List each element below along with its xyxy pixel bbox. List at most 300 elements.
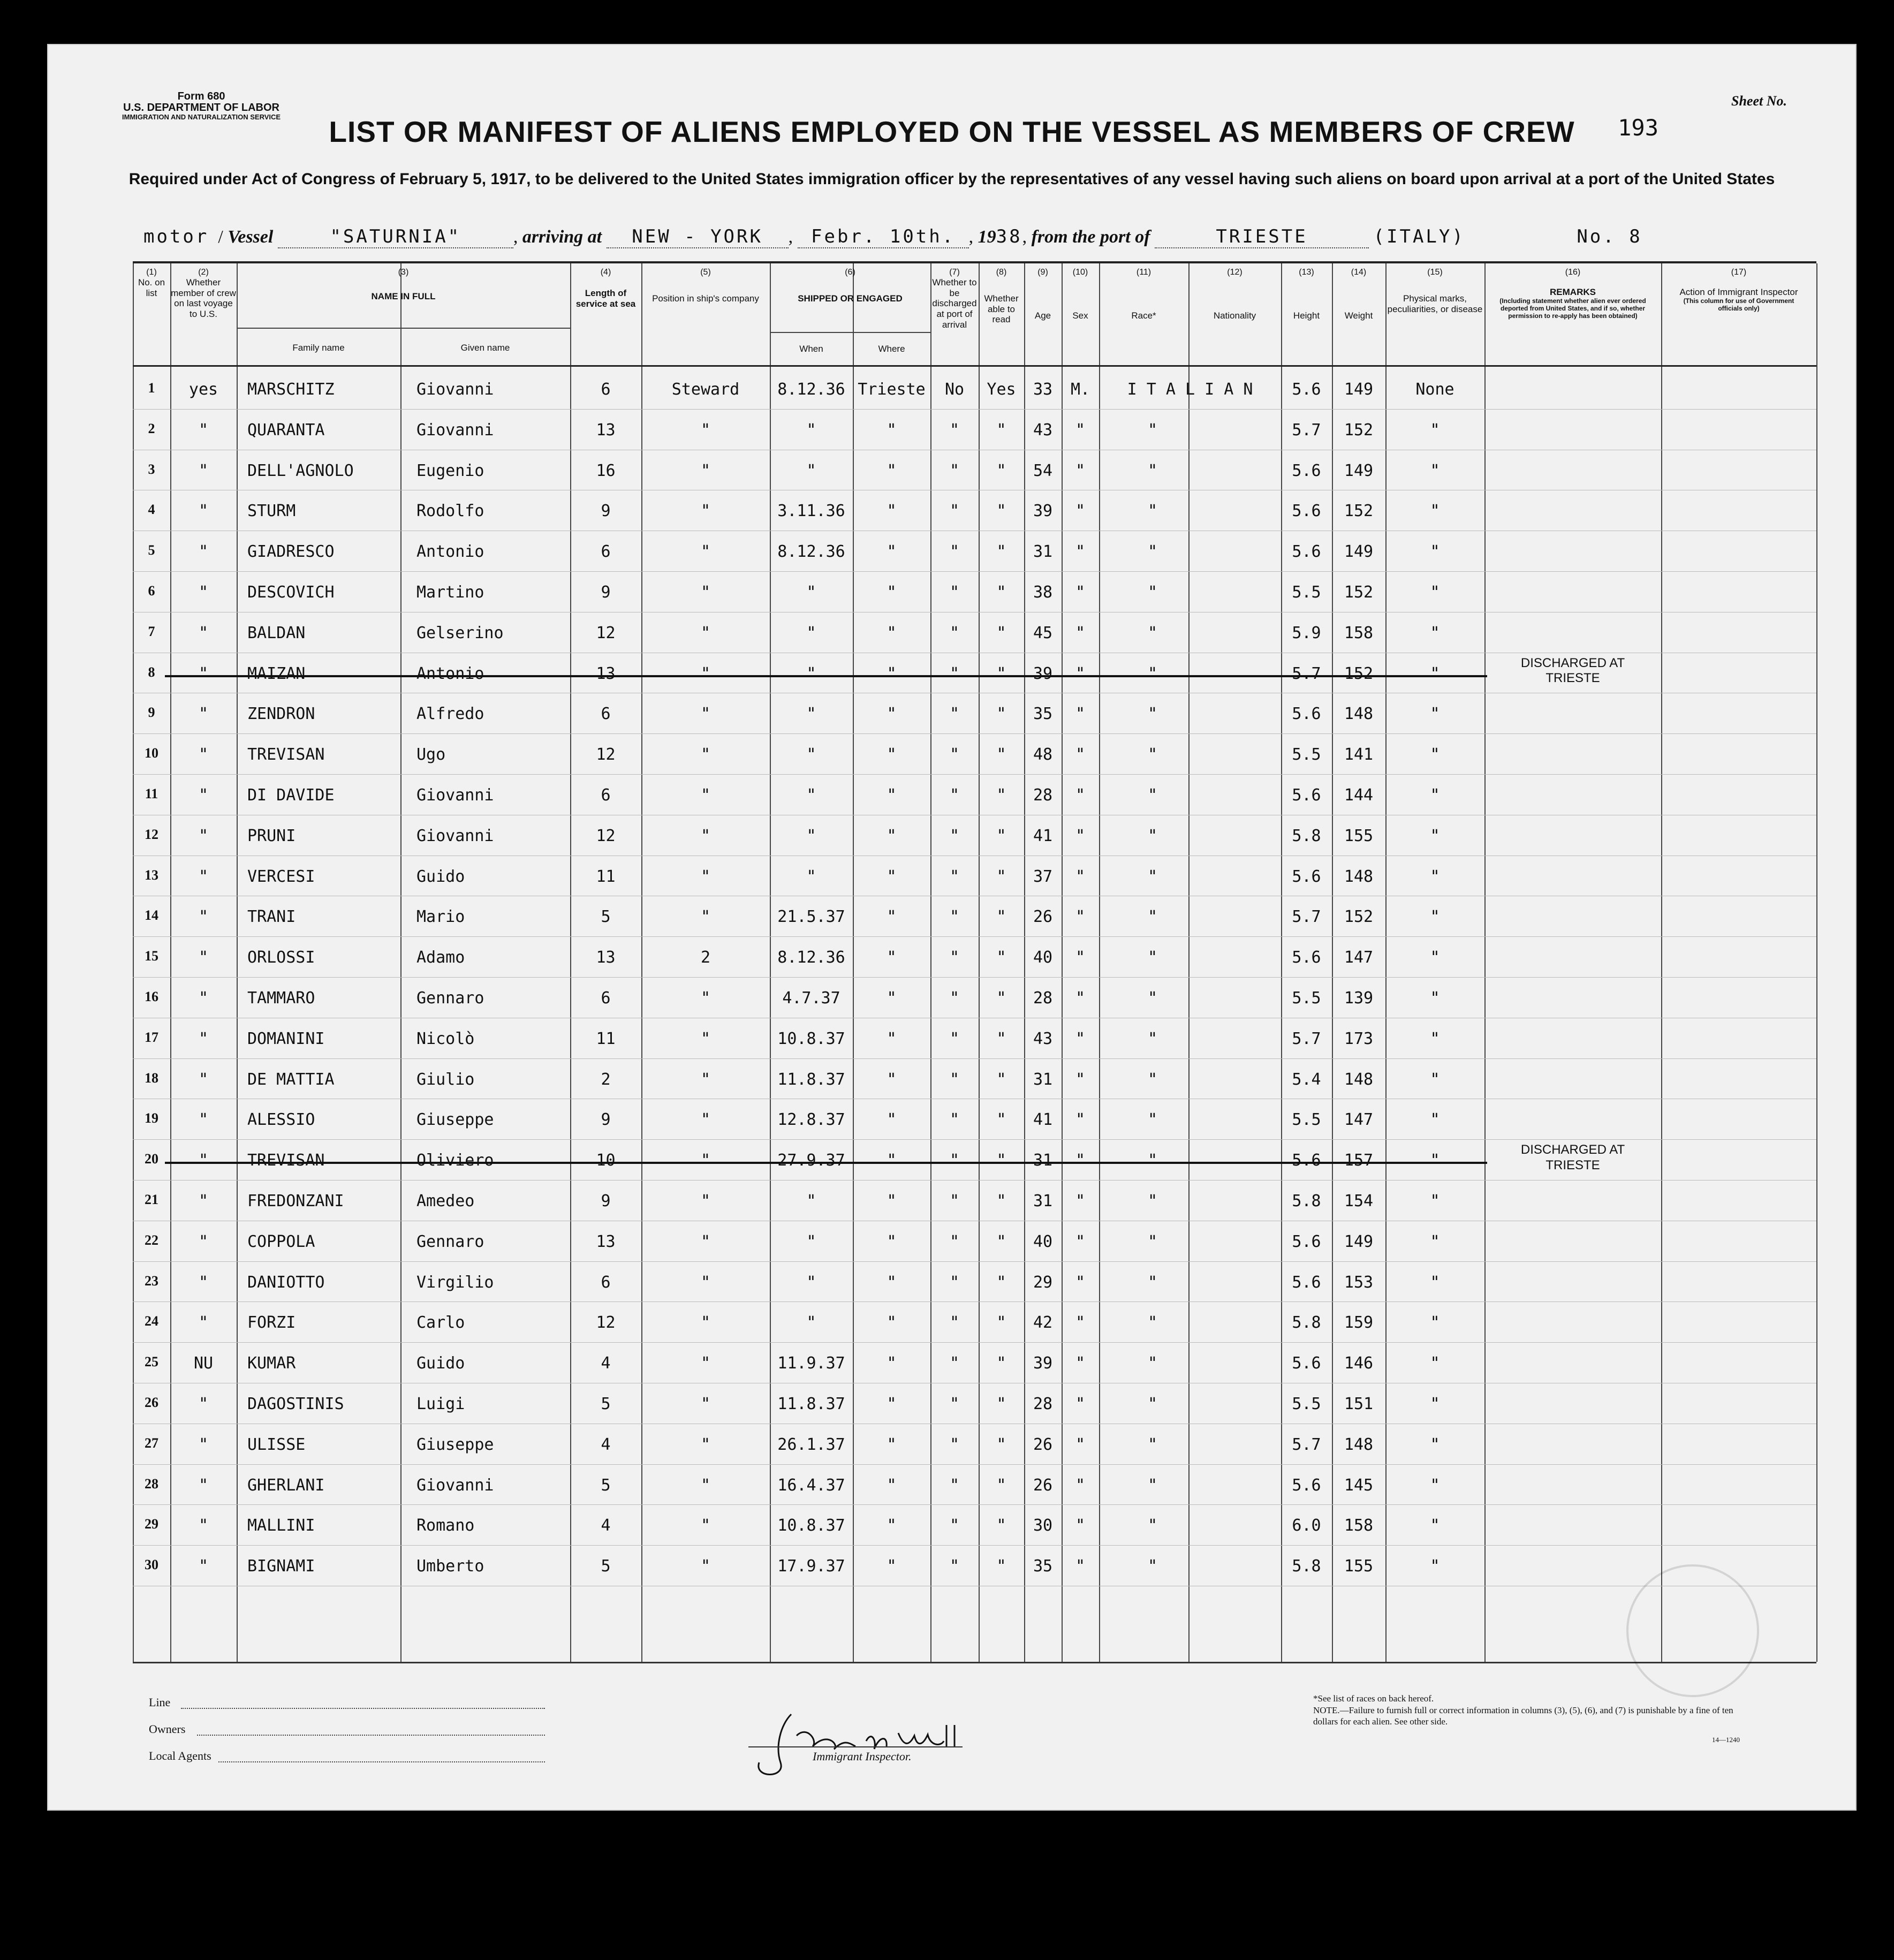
cell-age: 54 [1033, 461, 1053, 480]
cell-no: 26 [145, 1395, 158, 1410]
cell-marks: " [1430, 461, 1440, 480]
cell-position: " [700, 1029, 711, 1048]
cell-family: QUARANTA [247, 420, 325, 440]
cell-where: " [887, 623, 897, 642]
vessel-info-line: motor / Vessel "SATURNIA" , arriving at NEW - YORK , Febr. 10th. , 1938, from the port of TRIESTE (ITALY) No. 8 [143, 226, 1642, 247]
col-16-header: REMARKS [1550, 287, 1596, 298]
cell-disch: " [949, 542, 960, 562]
cell-position: " [700, 583, 711, 602]
cell-marks: " [1430, 542, 1440, 562]
cell-sex: " [1075, 1435, 1086, 1454]
cell-weight: 152 [1344, 420, 1374, 440]
cell-given: Guido [416, 867, 465, 886]
cell-no: 16 [145, 989, 158, 1004]
cell-marks: " [1430, 1557, 1440, 1576]
race-note: *See list of races on back hereof. [1313, 1693, 1434, 1704]
cell-family: MARSCHITZ [247, 380, 335, 399]
cell-given: Giovanni [416, 826, 494, 845]
cell-member: " [198, 1232, 209, 1251]
page-subtitle: Required under Act of Congress of February 5, 1917, to be delivered to the United States immigration officer by the representatives of any vessel having such aliens on board upon arrival at a port of the United States [128, 170, 1775, 188]
cell-member: " [198, 948, 209, 967]
cell-when: 8.12.36 [777, 380, 845, 399]
vessel-label: Vessel [228, 227, 274, 247]
cell-when: " [806, 1273, 816, 1292]
cell-position: " [700, 461, 711, 480]
cell-family: PRUNI [247, 826, 296, 845]
cell-family: TAMMARO [247, 989, 315, 1008]
cell-service: 2 [601, 1070, 611, 1089]
cell-no: 24 [145, 1313, 158, 1329]
cell-height: 5.5 [1292, 583, 1321, 602]
cell-member: " [198, 1192, 209, 1210]
cell-weight: 149 [1344, 461, 1374, 480]
cell-where: " [887, 826, 897, 845]
department-name: U.S. DEPARTMENT OF LABOR [123, 102, 279, 113]
cell-position: " [700, 1557, 711, 1576]
cell-race: " [1147, 705, 1158, 724]
cell-marks: " [1430, 583, 1440, 602]
cell-race: " [1147, 420, 1158, 440]
cell-where: " [887, 867, 897, 886]
cell-no: 17 [145, 1029, 158, 1045]
cell-sex: " [1075, 1395, 1086, 1413]
cell-read: " [996, 705, 1006, 724]
inspector-signature [743, 1693, 968, 1784]
cell-given: Eugenio [416, 461, 484, 480]
cell-where: " [887, 664, 897, 683]
cell-when: 11.9.37 [777, 1354, 845, 1373]
cell-age: 30 [1033, 1516, 1053, 1535]
cell-family: GIADRESCO [247, 542, 335, 562]
cell-given: Mario [416, 907, 465, 927]
cell-member: " [198, 705, 209, 724]
cell-race: " [1147, 745, 1158, 765]
col-4-header: Length of service at sea [575, 288, 636, 309]
cell-position: " [700, 1354, 711, 1373]
cell-age: 31 [1033, 1192, 1053, 1210]
cell-marks: " [1430, 1354, 1440, 1373]
cell-age: 48 [1033, 745, 1053, 765]
cell-age: 29 [1033, 1273, 1053, 1292]
col-2-number: (2) [198, 268, 209, 277]
cell-height: 5.9 [1292, 623, 1321, 642]
sheet-number-label: Sheet No. [1731, 93, 1787, 109]
cell-no: 10 [145, 745, 158, 761]
cell-when: 21.5.37 [777, 907, 845, 927]
cell-age: 26 [1033, 907, 1053, 927]
cell-service: 9 [601, 583, 611, 602]
cell-height: 5.6 [1292, 705, 1321, 724]
col-11-header: Race* [1131, 311, 1156, 321]
form-number: Form 680 [177, 90, 225, 102]
cell-where: " [887, 542, 897, 562]
cell-read: " [996, 1395, 1006, 1413]
cell-disch: " [949, 1354, 960, 1373]
cell-height: 5.5 [1292, 745, 1321, 765]
cell-member: " [198, 826, 209, 845]
cell-service: 13 [596, 948, 616, 967]
cell-no: 15 [145, 948, 158, 964]
cell-race: " [1147, 1273, 1158, 1292]
cell-service: 12 [596, 623, 616, 642]
col-10-number: (10) [1072, 268, 1088, 277]
manifest-sheet [47, 44, 1857, 1811]
cell-where: " [887, 989, 897, 1008]
cell-member: " [198, 1395, 209, 1413]
cell-family: FORZI [247, 1313, 296, 1333]
cell-where: " [887, 1516, 897, 1535]
cell-member: " [198, 502, 209, 521]
cell-no: 7 [148, 623, 155, 639]
cell-read: " [996, 1313, 1006, 1333]
cell-disch: " [949, 1070, 960, 1089]
cell-marks: " [1430, 745, 1440, 765]
cell-disch: " [949, 1110, 960, 1130]
cell-disch: " [949, 420, 960, 440]
cell-race: " [1147, 583, 1158, 602]
cell-age: 35 [1033, 1557, 1053, 1576]
cell-no: 22 [145, 1232, 158, 1248]
cell-when: 8.12.36 [777, 542, 845, 562]
cell-where: " [887, 1192, 897, 1210]
cell-position: " [700, 1192, 711, 1210]
cell-where: " [887, 1110, 897, 1130]
cell-marks: " [1430, 1395, 1440, 1413]
cell-family: FREDONZANI [247, 1192, 344, 1210]
official-stamp [1626, 1564, 1759, 1697]
cell-disch: " [949, 1435, 960, 1454]
cell-family: DESCOVICH [247, 583, 335, 602]
cell-weight: 158 [1344, 623, 1374, 642]
cell-weight: 148 [1344, 867, 1374, 886]
col-7-header: Whether to be discharged at port of arrival [932, 277, 977, 330]
col-7-number: (7) [949, 268, 960, 277]
cell-when: 12.8.37 [777, 1110, 845, 1130]
cell-disch: " [949, 1395, 960, 1413]
cell-height: 6.0 [1292, 1516, 1321, 1535]
col-8-header: Whether able to read [984, 293, 1019, 325]
cell-read: " [996, 867, 1006, 886]
cell-given: Gennaro [416, 989, 484, 1008]
cell-when: " [806, 867, 816, 886]
cell-member: " [198, 623, 209, 642]
cell-marks: " [1430, 1475, 1440, 1495]
cell-weight: 159 [1344, 1313, 1374, 1333]
cell-marks: " [1430, 1151, 1440, 1170]
cell-service: 4 [601, 1354, 611, 1373]
cell-given: Giulio [416, 1070, 475, 1089]
col-2-header: Whether member of crew on last voyage to U.S. [171, 277, 236, 320]
col-1-number: (1) [146, 268, 157, 277]
cell-read: " [996, 1070, 1006, 1089]
cell-given: Giovanni [416, 1475, 494, 1495]
cell-weight: 155 [1344, 1557, 1374, 1576]
cell-service: 13 [596, 1232, 616, 1251]
col-16-subheader: (Including statement whether alien ever ordered deported from United States, and if so, whether permission to re-apply has been obtained) [1499, 297, 1646, 320]
col-11-number: (11) [1136, 268, 1151, 277]
cell-disch: " [949, 745, 960, 765]
cell-member: " [198, 420, 209, 440]
cell-member: " [198, 867, 209, 886]
cell-given: Amedeo [416, 1192, 475, 1210]
cell-race: " [1147, 907, 1158, 927]
cell-height: 5.8 [1292, 1557, 1321, 1576]
cell-race: " [1147, 1354, 1158, 1373]
cell-age: 28 [1033, 786, 1053, 805]
year-prefix: 19 [978, 227, 996, 247]
cell-read: " [996, 583, 1006, 602]
cell-service: 6 [601, 542, 611, 562]
cell-disch: " [949, 502, 960, 521]
cell-member: " [198, 1557, 209, 1576]
cell-given: Virgilio [416, 1273, 494, 1292]
col-10-header: Sex [1072, 311, 1088, 321]
cell-disch: " [949, 1029, 960, 1048]
inspector-label: Immigrant Inspector. [813, 1750, 912, 1763]
cell-where: " [887, 420, 897, 440]
cell-family: DAGOSTINIS [247, 1395, 344, 1413]
cell-age: 39 [1033, 1354, 1053, 1373]
cell-height: 5.8 [1292, 1192, 1321, 1210]
cell-disch: " [949, 1151, 960, 1170]
cell-when: 16.4.37 [777, 1475, 845, 1495]
cell-family: BIGNAMI [247, 1557, 315, 1576]
cell-race: " [1147, 461, 1158, 480]
cell-where: " [887, 948, 897, 967]
cell-position: " [700, 1435, 711, 1454]
cell-service: 9 [601, 1110, 611, 1130]
cell-position: " [700, 1313, 711, 1333]
cell-service: 13 [596, 664, 616, 683]
cell-read: " [996, 1273, 1006, 1292]
cell-disch: " [949, 1557, 960, 1576]
vessel-name: "SATURNIA" [278, 226, 513, 248]
vessel-type: motor [143, 226, 209, 247]
cell-family: DANIOTTO [247, 1273, 325, 1292]
cell-where: " [887, 583, 897, 602]
cell-disch: " [949, 1313, 960, 1333]
cell-sex: " [1075, 461, 1086, 480]
cell-service: 4 [601, 1516, 611, 1535]
arriving-label: arriving at [522, 227, 602, 247]
cell-service: 4 [601, 1435, 611, 1454]
col-15-header: Physical marks, peculiarities, or disease [1387, 293, 1483, 314]
cell-weight: 145 [1344, 1475, 1374, 1495]
col-13-number: (13) [1299, 268, 1314, 277]
col-14-number: (14) [1351, 268, 1367, 277]
cell-sex: " [1075, 623, 1086, 642]
col-5-number: (5) [700, 268, 711, 277]
cell-sex: M. [1070, 380, 1090, 399]
cell-no: 29 [145, 1516, 158, 1532]
cell-weight: 153 [1344, 1273, 1374, 1292]
cell-age: 45 [1033, 623, 1053, 642]
cell-when: " [806, 786, 816, 805]
cell-given: Giuseppe [416, 1435, 494, 1454]
cell-when: 26.1.37 [777, 1435, 845, 1454]
cell-given: Carlo [416, 1313, 465, 1333]
cell-height: 5.6 [1292, 786, 1321, 805]
local-agents-label: Local Agents [149, 1749, 211, 1762]
cell-where: " [887, 1354, 897, 1373]
cell-sex: " [1075, 1070, 1086, 1089]
cell-position: 2 [700, 948, 711, 967]
cell-disch: " [949, 705, 960, 724]
cell-weight: 149 [1344, 380, 1374, 399]
cell-family: TREVISAN [247, 745, 325, 765]
col-12-number: (12) [1227, 268, 1243, 277]
cell-marks: " [1430, 907, 1440, 927]
cell-service: 5 [601, 1475, 611, 1495]
cell-no: 20 [145, 1151, 158, 1167]
cell-weight: 155 [1344, 826, 1374, 845]
cell-race: " [1147, 1029, 1158, 1048]
col-6-header: SHIPPED OR ENGAGED [798, 293, 903, 304]
cell-no: 21 [145, 1192, 158, 1207]
cell-disch: " [949, 786, 960, 805]
cell-race: " [1147, 623, 1158, 642]
cell-sex: " [1075, 745, 1086, 765]
cell-marks: " [1430, 1192, 1440, 1210]
cell-where: " [887, 461, 897, 480]
cell-service: 6 [601, 1273, 611, 1292]
cell-member: " [198, 907, 209, 927]
cell-sex: " [1075, 786, 1086, 805]
cell-member: " [198, 989, 209, 1008]
cell-position: " [700, 745, 711, 765]
cell-height: 5.7 [1292, 664, 1321, 683]
cell-where: " [887, 907, 897, 927]
cell-weight: 147 [1344, 1110, 1374, 1130]
col-3-number: (3) [398, 268, 409, 277]
cell-marks: None [1415, 380, 1454, 399]
cell-family: ZENDRON [247, 705, 315, 724]
cell-read: " [996, 1435, 1006, 1454]
cell-height: 5.4 [1292, 1070, 1321, 1089]
departure-country: (ITALY) [1373, 226, 1465, 247]
cell-service: 9 [601, 1192, 611, 1210]
cell-where: " [887, 1395, 897, 1413]
cell-height: 5.6 [1292, 1273, 1321, 1292]
cell-given: Luigi [416, 1395, 465, 1413]
cell-race: " [1147, 1110, 1158, 1130]
cell-sex: " [1075, 705, 1086, 724]
cell-marks: " [1430, 623, 1440, 642]
cell-read: " [996, 1029, 1006, 1048]
col-13-header: Height [1293, 311, 1320, 321]
cell-weight: 149 [1344, 1232, 1374, 1251]
cell-sex: " [1075, 907, 1086, 927]
cell-family: MALLINI [247, 1516, 315, 1535]
cell-where: " [887, 745, 897, 765]
cell-remark: DISCHARGED AT TRIESTE [1520, 1142, 1625, 1172]
cell-when: 8.12.36 [777, 948, 845, 967]
cell-age: 26 [1033, 1435, 1053, 1454]
cell-marks: " [1430, 664, 1440, 683]
cell-service: 10 [596, 1151, 616, 1170]
cell-member: " [198, 664, 209, 683]
line-label: Line [149, 1696, 171, 1709]
cell-weight: 144 [1344, 786, 1374, 805]
cell-family: ULISSE [247, 1435, 306, 1454]
cell-service: 6 [601, 786, 611, 805]
cell-member: " [198, 1029, 209, 1048]
cell-height: 5.7 [1292, 907, 1321, 927]
cell-race: " [1147, 826, 1158, 845]
cell-marks: " [1430, 502, 1440, 521]
strike-through-line [165, 675, 1487, 677]
cell-member: " [198, 542, 209, 562]
cell-race: " [1147, 542, 1158, 562]
cell-where: " [887, 705, 897, 724]
cell-race: " [1147, 989, 1158, 1008]
cell-family: STURM [247, 502, 296, 521]
cell-given: Gennaro [416, 1232, 484, 1251]
col-9-number: (9) [1037, 268, 1048, 277]
cell-read: " [996, 1110, 1006, 1130]
cell-weight: 148 [1344, 705, 1374, 724]
cell-position: " [700, 1110, 711, 1130]
cell-age: 43 [1033, 1029, 1053, 1048]
cell-disch: " [949, 583, 960, 602]
cell-when: 27.9.37 [777, 1151, 845, 1170]
cell-sex: " [1075, 867, 1086, 886]
cell-disch: " [949, 867, 960, 886]
cell-given: Ugo [416, 745, 446, 765]
cell-sex: " [1075, 1557, 1086, 1576]
col-8-number: (8) [996, 268, 1007, 277]
cell-member: " [198, 1313, 209, 1333]
col-6-number: (6) [845, 268, 855, 277]
cell-disch: " [949, 1273, 960, 1292]
cell-marks: " [1430, 420, 1440, 440]
cell-member: NU [193, 1354, 214, 1373]
cell-weight: 151 [1344, 1395, 1374, 1413]
cell-no: 13 [145, 867, 158, 883]
cell-when: " [806, 1192, 816, 1210]
cell-weight: 152 [1344, 907, 1374, 927]
cell-height: 5.6 [1292, 1232, 1321, 1251]
cell-age: 35 [1033, 705, 1053, 724]
cell-read: " [996, 907, 1006, 927]
col-3-given-header: Given name [460, 343, 510, 353]
cell-race: " [1147, 1516, 1158, 1535]
cell-given: Rodolfo [416, 502, 484, 521]
cell-when: 11.8.37 [777, 1395, 845, 1413]
cell-when: 3.11.36 [777, 502, 845, 521]
cell-member: " [198, 1435, 209, 1454]
cell-family: DE MATTIA [247, 1070, 335, 1089]
cell-sex: " [1075, 420, 1086, 440]
cell-service: 9 [601, 502, 611, 521]
cell-no: 8 [148, 664, 155, 680]
col-17-header: Action of Immigrant Inspector [1679, 287, 1798, 298]
cell-when: 17.9.37 [777, 1557, 845, 1576]
cell-marks: " [1430, 1232, 1440, 1251]
cell-member: " [198, 786, 209, 805]
col-16-number: (16) [1565, 268, 1581, 277]
cell-race: " [1147, 1313, 1158, 1333]
cell-where: " [887, 1232, 897, 1251]
cell-marks: " [1430, 989, 1440, 1008]
cell-sex: " [1075, 948, 1086, 967]
cell-marks: " [1430, 1070, 1440, 1089]
cell-disch: " [949, 461, 960, 480]
cell-weight: 148 [1344, 1435, 1374, 1454]
cell-height: 5.5 [1292, 1110, 1321, 1130]
cell-family: VERCESI [247, 867, 315, 886]
cell-position: " [700, 623, 711, 642]
